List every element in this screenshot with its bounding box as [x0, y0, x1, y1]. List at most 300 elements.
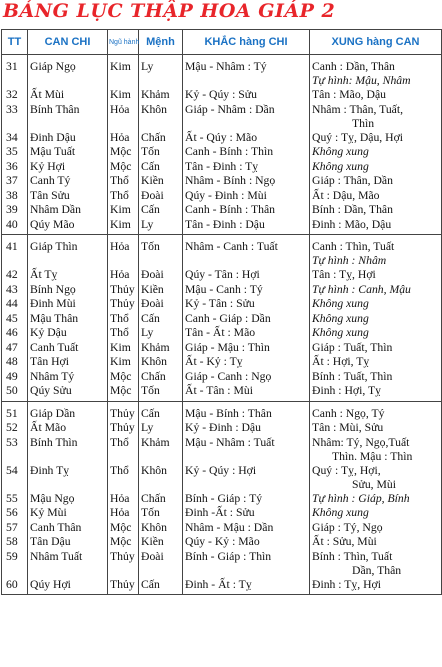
- cell-ngu-hanh: [108, 521, 139, 536]
- cell-khac-text: Ất - Kỷ : Tỵ: [185, 355, 243, 368]
- cell-xung-text: Đinh : Mão, Dậu: [312, 217, 392, 231]
- cell-menh: [139, 506, 183, 521]
- cell-khac-text: Đinh -Ất : Sửu: [185, 506, 255, 519]
- cell-ngu-hanh-text: Thủy: [110, 297, 135, 310]
- cell-menh: [139, 535, 183, 550]
- cell-xung-line2: Thìn: [352, 116, 375, 130]
- cell-ngu-hanh: [108, 421, 139, 436]
- table-row: [2, 268, 442, 283]
- cell-ngu-hanh-text: Thổ: [110, 463, 129, 477]
- cell-can-chi: [28, 341, 108, 356]
- cell-can-chi-text: Tân Sửu: [30, 188, 70, 202]
- cell-ngu-hanh: [108, 550, 139, 578]
- cell-khac: [183, 384, 310, 401]
- cell-ngu-hanh-text: Hỏa: [110, 240, 130, 253]
- cell-tt: [2, 492, 28, 507]
- cell-ngu-hanh-text: Thủy: [110, 549, 135, 563]
- cell-tt: [2, 578, 28, 595]
- cell-menh-text: Kiền: [141, 535, 164, 548]
- header-row: [2, 30, 442, 55]
- cell-khac: [183, 521, 310, 536]
- cell-menh-text: Cấn: [141, 577, 160, 591]
- cell-tt: [2, 297, 28, 312]
- cell-xung-text: Nhâm: Tý, Ngọ,Tuất: [312, 435, 410, 449]
- cell-can-chi-text: Đinh Mùi: [30, 297, 76, 310]
- cell-khac: [183, 203, 310, 218]
- cell-tt-text: 59: [6, 549, 18, 563]
- table-row: [2, 384, 442, 401]
- cell-tt-text: 41: [6, 240, 18, 253]
- cell-menh: [139, 283, 183, 298]
- cell-ngu-hanh-text: Thổ: [110, 435, 129, 449]
- hoa-giap-table: [1, 29, 442, 595]
- cell-can-chi: [28, 268, 108, 283]
- cell-xung-text: Tự hình : Canh, Mậu: [312, 282, 411, 296]
- cell-xung: [310, 578, 442, 595]
- cell-xung-text: Ất : Hợi, Tỵ: [312, 355, 370, 368]
- cell-can-chi: [28, 550, 108, 578]
- cell-menh-text: Chấn: [141, 491, 166, 505]
- table-row: [2, 550, 442, 578]
- cell-tt: [2, 88, 28, 103]
- table-row: [2, 578, 442, 595]
- cell-xung: [310, 421, 442, 436]
- cell-khac-text: Bính - Giáp : Thìn: [185, 549, 272, 563]
- cell-menh: [139, 174, 183, 189]
- cell-tt-text: 58: [6, 535, 18, 548]
- cell-menh-text: Tốn: [141, 240, 160, 253]
- cell-can-chi: [28, 88, 108, 103]
- table-row: [2, 189, 442, 204]
- cell-xung: [310, 160, 442, 175]
- cell-ngu-hanh: [108, 341, 139, 356]
- cell-can-chi-text: Nhâm Dần: [30, 203, 81, 216]
- cell-khac-text: Kỷ - Qúy : Sửu: [185, 88, 257, 101]
- cell-xung: [310, 235, 442, 269]
- cell-tt: [2, 103, 28, 131]
- cell-ngu-hanh-text: Kim: [110, 203, 131, 216]
- table-row: [2, 341, 442, 356]
- cell-can-chi: [28, 326, 108, 341]
- cell-xung-text: Ất : Dậu, Mão: [312, 188, 380, 202]
- cell-menh-text: Tốn: [141, 145, 160, 158]
- cell-tt: [2, 550, 28, 578]
- cell-tt: [2, 521, 28, 536]
- cell-tt-text: 36: [6, 159, 18, 173]
- cell-tt: [2, 312, 28, 327]
- cell-menh-text: Khảm: [141, 435, 170, 449]
- cell-xung: [310, 218, 442, 235]
- cell-menh-text: Cấn: [141, 159, 160, 173]
- cell-khac-text: Nhâm - Mậu : Dần: [185, 520, 274, 534]
- cell-tt-text: 40: [6, 217, 18, 231]
- cell-xung-line2: Tự hình : Nhâm: [312, 254, 387, 267]
- cell-tt: [2, 535, 28, 550]
- table-row: [2, 160, 442, 175]
- cell-can-chi-text: Qúy Hợi: [30, 577, 71, 591]
- cell-xung: [310, 370, 442, 385]
- cell-can-chi-text: Bính Thìn: [30, 435, 78, 449]
- cell-menh: [139, 401, 183, 421]
- cell-tt-text: 57: [6, 520, 18, 534]
- cell-can-chi: [28, 401, 108, 421]
- table-row: [2, 464, 442, 492]
- cell-ngu-hanh: [108, 326, 139, 341]
- cell-tt-text: 51: [6, 406, 18, 420]
- table-row: [2, 326, 442, 341]
- cell-khac: [183, 464, 310, 492]
- cell-khac-text: Qúy - Đinh : Mùi: [185, 188, 267, 202]
- cell-menh-text: Ly: [141, 60, 154, 73]
- cell-menh: [139, 160, 183, 175]
- cell-can-chi: [28, 297, 108, 312]
- cell-menh-text: Khảm: [141, 340, 170, 354]
- cell-khac: [183, 550, 310, 578]
- cell-menh-text: Kiền: [141, 174, 164, 187]
- cell-xung-text: Không xung: [312, 311, 369, 325]
- table-row: [2, 297, 442, 312]
- cell-menh: [139, 355, 183, 370]
- table-row: [2, 535, 442, 550]
- cell-tt: [2, 55, 28, 89]
- cell-xung-text: Nhâm : Thân, Tuất,: [312, 102, 404, 116]
- cell-can-chi-text: Canh Thân: [30, 520, 82, 534]
- cell-tt: [2, 370, 28, 385]
- cell-khac-text: Giáp - Mậu : Thìn: [185, 340, 270, 354]
- cell-menh-text: Cấn: [141, 406, 160, 420]
- cell-xung: [310, 131, 442, 146]
- cell-tt: [2, 355, 28, 370]
- cell-ngu-hanh: [108, 235, 139, 269]
- cell-menh: [139, 189, 183, 204]
- cell-tt-text: 54: [6, 463, 18, 477]
- table-row: [2, 55, 442, 89]
- cell-xung-text: Quý : Tỵ, Hợi,: [312, 463, 381, 477]
- cell-khac: [183, 160, 310, 175]
- cell-khac: [183, 535, 310, 550]
- cell-ngu-hanh: [108, 312, 139, 327]
- cell-menh-text: Kiền: [141, 282, 164, 296]
- cell-xung: [310, 189, 442, 204]
- cell-xung-text: Không xung: [312, 159, 369, 173]
- cell-khac: [183, 131, 310, 146]
- table-row: [2, 355, 442, 370]
- cell-ngu-hanh-text: Kim: [110, 217, 131, 231]
- cell-tt: [2, 218, 28, 235]
- cell-menh-text: Cấn: [141, 311, 160, 325]
- cell-ngu-hanh-text: Kim: [110, 60, 131, 73]
- cell-khac: [183, 297, 310, 312]
- cell-tt: [2, 145, 28, 160]
- cell-menh: [139, 436, 183, 464]
- cell-ngu-hanh: [108, 384, 139, 401]
- cell-menh: [139, 88, 183, 103]
- cell-xung-text: Đinh : Hợi, Tỵ: [312, 384, 381, 397]
- cell-tt-text: 47: [6, 340, 18, 354]
- cell-menh: [139, 326, 183, 341]
- cell-khac-text: Nhâm - Bính : Ngọ: [185, 174, 276, 187]
- cell-ngu-hanh-text: Kim: [110, 340, 131, 354]
- cell-xung-text: Đinh : Tỵ, Hợi: [312, 577, 381, 591]
- cell-xung-line2: Tự hình: Mậu, Nhâm: [312, 74, 411, 87]
- cell-tt: [2, 506, 28, 521]
- cell-ngu-hanh: [108, 103, 139, 131]
- cell-tt-text: 34: [6, 130, 18, 144]
- cell-xung: [310, 283, 442, 298]
- cell-xung-text: Giáp : Tuất, Thìn: [312, 340, 393, 354]
- cell-ngu-hanh: [108, 283, 139, 298]
- cell-ngu-hanh-text: Hỏa: [110, 506, 130, 519]
- cell-can-chi-text: Kỷ Dậu: [30, 326, 67, 339]
- cell-tt: [2, 131, 28, 146]
- cell-ngu-hanh-text: Thổ: [110, 326, 129, 339]
- cell-xung: [310, 464, 442, 492]
- cell-xung: [310, 297, 442, 312]
- cell-tt-text: 53: [6, 435, 18, 449]
- table-row: [2, 283, 442, 298]
- cell-menh: [139, 578, 183, 595]
- cell-can-chi: [28, 521, 108, 536]
- cell-ngu-hanh-text: Thủy: [110, 406, 135, 420]
- cell-ngu-hanh-text: Mộc: [110, 520, 132, 534]
- cell-can-chi: [28, 421, 108, 436]
- cell-khac-text: Canh - Bính : Thân: [185, 203, 276, 216]
- cell-can-chi: [28, 131, 108, 146]
- cell-can-chi-text: Canh Tuất: [30, 340, 79, 354]
- cell-tt: [2, 421, 28, 436]
- cell-tt-text: 50: [6, 384, 18, 397]
- table-row: [2, 492, 442, 507]
- cell-ngu-hanh-text: Mộc: [110, 159, 132, 173]
- cell-xung-text: Không xung: [312, 297, 369, 310]
- cell-can-chi-text: Đinh Tỵ: [30, 463, 70, 477]
- cell-ngu-hanh: [108, 55, 139, 89]
- cell-xung-line2: Sửu, Mùi: [352, 477, 397, 491]
- cell-khac: [183, 218, 310, 235]
- cell-menh: [139, 203, 183, 218]
- cell-khac: [183, 145, 310, 160]
- table-row: [2, 401, 442, 421]
- cell-menh: [139, 550, 183, 578]
- cell-can-chi: [28, 312, 108, 327]
- cell-menh: [139, 421, 183, 436]
- cell-can-chi-text: Tân Hợi: [30, 355, 69, 368]
- cell-menh: [139, 384, 183, 401]
- cell-khac-text: Kỷ - Tân : Sửu: [185, 297, 255, 310]
- cell-xung-text: Không xung: [312, 326, 369, 339]
- cell-khac: [183, 492, 310, 507]
- header-menh: Mệnh: [139, 30, 183, 55]
- cell-menh-text: Chấn: [141, 130, 166, 144]
- cell-xung: [310, 326, 442, 341]
- cell-tt: [2, 203, 28, 218]
- cell-khac: [183, 103, 310, 131]
- cell-tt: [2, 326, 28, 341]
- cell-xung: [310, 506, 442, 521]
- cell-can-chi: [28, 174, 108, 189]
- cell-ngu-hanh: [108, 370, 139, 385]
- cell-tt: [2, 436, 28, 464]
- cell-tt-text: 35: [6, 145, 18, 158]
- cell-can-chi-text: Bính Ngọ: [30, 282, 76, 296]
- table-row: [2, 370, 442, 385]
- cell-khac: [183, 506, 310, 521]
- table-row: [2, 88, 442, 103]
- cell-can-chi: [28, 55, 108, 89]
- cell-khac-text: Mậu - Bính : Thân: [185, 406, 272, 420]
- cell-khac-text: Qúy - Tân : Hợi: [185, 268, 260, 281]
- cell-ngu-hanh: [108, 174, 139, 189]
- cell-can-chi: [28, 506, 108, 521]
- cell-menh-text: Khôn: [141, 102, 167, 116]
- cell-ngu-hanh: [108, 436, 139, 464]
- cell-xung-text: Quý : Tỵ, Dậu, Hợi: [312, 130, 404, 144]
- table-row: [2, 235, 442, 269]
- cell-can-chi-text: Giáp Dần: [30, 406, 76, 420]
- table-row: [2, 218, 442, 235]
- cell-xung: [310, 492, 442, 507]
- cell-ngu-hanh: [108, 464, 139, 492]
- cell-khac: [183, 235, 310, 269]
- cell-khac-text: Tân - Đinh : Dậu: [185, 217, 265, 231]
- cell-can-chi-text: Tân Dậu: [30, 535, 71, 548]
- cell-menh-text: Khảm: [141, 88, 170, 101]
- cell-can-chi-text: Canh Tý: [30, 174, 71, 187]
- cell-xung-text: Tân : Mão, Dậu: [312, 88, 386, 101]
- cell-khac-text: Mậu - Nhâm : Tuất: [185, 435, 275, 449]
- cell-xung: [310, 145, 442, 160]
- cell-xung-text: Không xung: [312, 145, 369, 158]
- cell-tt-text: 33: [6, 102, 18, 116]
- cell-tt-text: 39: [6, 203, 18, 216]
- cell-tt: [2, 268, 28, 283]
- cell-tt-text: 52: [6, 421, 18, 434]
- cell-can-chi: [28, 203, 108, 218]
- cell-xung-text: Tân : Tỵ, Hợi: [312, 268, 376, 281]
- cell-menh-text: Đoài: [141, 549, 164, 563]
- cell-can-chi-text: Mậu Thân: [30, 311, 79, 325]
- cell-menh: [139, 145, 183, 160]
- cell-can-chi-text: Kỷ Hợi: [30, 159, 66, 173]
- cell-ngu-hanh-text: Thủy: [110, 421, 135, 434]
- table-row: [2, 312, 442, 327]
- table-row: [2, 174, 442, 189]
- cell-ngu-hanh-text: Mộc: [110, 535, 132, 548]
- cell-khac: [183, 436, 310, 464]
- cell-khac-text: Giáp - Canh : Ngọ: [185, 369, 272, 383]
- cell-khac-text: Ất - Tân : Mùi: [185, 384, 253, 397]
- cell-khac: [183, 370, 310, 385]
- cell-tt: [2, 174, 28, 189]
- cell-ngu-hanh: [108, 145, 139, 160]
- cell-menh-text: Khôn: [141, 520, 167, 534]
- cell-tt-text: 60: [6, 577, 18, 591]
- cell-menh: [139, 268, 183, 283]
- cell-xung-text: Tân : Mùi, Sửu: [312, 421, 384, 434]
- cell-xung-text: Bính : Thìn, Tuất: [312, 549, 393, 563]
- cell-khac: [183, 268, 310, 283]
- cell-can-chi: [28, 535, 108, 550]
- cell-tt-text: 38: [6, 188, 18, 202]
- cell-menh: [139, 312, 183, 327]
- cell-can-chi: [28, 384, 108, 401]
- cell-xung-text: Giáp : Thân, Dần: [312, 174, 393, 187]
- cell-ngu-hanh: [108, 218, 139, 235]
- cell-xung: [310, 550, 442, 578]
- cell-khac-text: Ất - Qúy : Mão: [185, 130, 258, 144]
- cell-can-chi-text: Mậu Tuất: [30, 145, 76, 158]
- cell-xung-text: Tự hình : Giáp, Bính: [312, 491, 410, 505]
- cell-ngu-hanh: [108, 131, 139, 146]
- header-can-chi: CAN CHI: [28, 30, 108, 55]
- cell-ngu-hanh-text: Mộc: [110, 145, 132, 158]
- cell-can-chi-text: Ất Mùi: [30, 88, 65, 101]
- cell-khac: [183, 88, 310, 103]
- cell-khac-text: Qúy - Kỷ : Mão: [185, 535, 260, 548]
- cell-ngu-hanh-text: Mộc: [110, 384, 132, 397]
- table-row: [2, 436, 442, 464]
- cell-khac: [183, 421, 310, 436]
- cell-menh-text: Khôn: [141, 355, 167, 368]
- cell-ngu-hanh: [108, 160, 139, 175]
- cell-khac: [183, 578, 310, 595]
- cell-menh: [139, 341, 183, 356]
- cell-ngu-hanh-text: Mộc: [110, 369, 132, 383]
- cell-tt-text: 56: [6, 506, 18, 519]
- cell-can-chi: [28, 578, 108, 595]
- cell-tt: [2, 464, 28, 492]
- cell-xung: [310, 384, 442, 401]
- cell-menh-text: Tốn: [141, 384, 160, 397]
- cell-khac-text: Kỷ - Qúy : Hợi: [185, 463, 257, 477]
- cell-menh: [139, 297, 183, 312]
- cell-khac: [183, 401, 310, 421]
- header-khac: KHẮC hàng CHI: [183, 30, 310, 55]
- cell-ngu-hanh: [108, 189, 139, 204]
- cell-menh-text: Cấn: [141, 203, 160, 216]
- cell-tt-text: 42: [6, 268, 18, 281]
- cell-tt-text: 32: [6, 88, 18, 101]
- cell-menh-text: Đoài: [141, 297, 164, 310]
- cell-xung: [310, 88, 442, 103]
- cell-tt-text: 43: [6, 282, 18, 296]
- cell-menh: [139, 521, 183, 536]
- cell-xung: [310, 312, 442, 327]
- header-tt: TT: [2, 30, 28, 55]
- cell-menh-text: Tốn: [141, 506, 160, 519]
- cell-xung: [310, 401, 442, 421]
- cell-menh-text: Ly: [141, 421, 154, 434]
- cell-khac-text: Canh - Giáp : Dần: [185, 311, 271, 325]
- cell-menh-text: Đoài: [141, 268, 164, 281]
- cell-khac-text: Mậu - Nhâm : Tý: [185, 60, 267, 73]
- cell-can-chi-text: Qúy Mão: [30, 217, 75, 231]
- cell-can-chi: [28, 218, 108, 235]
- cell-tt: [2, 189, 28, 204]
- cell-menh-text: Đoài: [141, 188, 164, 202]
- cell-can-chi-text: Giáp Thìn: [30, 240, 78, 253]
- cell-khac-text: Nhâm - Canh : Tuất: [185, 240, 278, 253]
- cell-xung: [310, 355, 442, 370]
- cell-can-chi: [28, 492, 108, 507]
- cell-xung: [310, 203, 442, 218]
- cell-menh: [139, 103, 183, 131]
- cell-ngu-hanh-text: Hỏa: [110, 268, 130, 281]
- cell-khac: [183, 174, 310, 189]
- cell-xung-text: Bính : Dần, Thân: [312, 203, 393, 216]
- cell-ngu-hanh: [108, 203, 139, 218]
- cell-tt-text: 45: [6, 311, 18, 325]
